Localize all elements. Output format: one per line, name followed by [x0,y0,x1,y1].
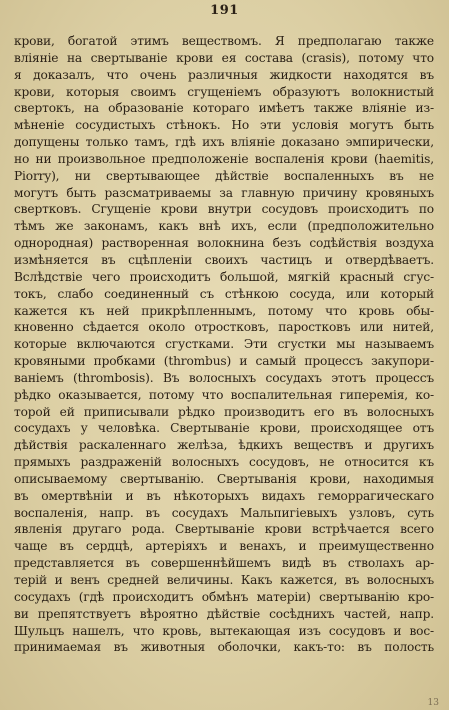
text-line: прямыхъ раздраженій волосныхъ сосудовъ, не относится къ [14,455,434,470]
text-line: свертковъ. Сгущеніе крови внутри сосудовъ происходитъ по [14,202,434,217]
text-line: Piorry), ни свертывающее дѣйствіе воспаленныхъ въ не [14,168,434,183]
page-number: 191 [210,3,239,18]
text-line: ваніемъ (thrombosis). Въ волосныхъ сосудахъ этотъ процессъ [14,370,434,385]
text-line: терій и венъ средней величины. Какъ кажется, въ волосныхъ [14,573,434,587]
text-line: я доказалъ, что очень различныя жидкости находятся въ [14,67,434,82]
text-line: Шульцъ нашелъ, что кровь, вытекающая изъ сосудовъ и вос- [14,623,434,638]
text-line: явленія другаго рода. Свертываніе крови встрѣчается всего [14,522,434,537]
text-line: представляется въ совершеннѣйшемъ видѣ въ стволахъ ар- [14,556,434,571]
text-line: мѣненіе сосудистыхъ стѣнокъ. Но эти условія могутъ быть [14,118,434,133]
text-line: крови, богатой этимъ веществомъ. Я предполагаю также [14,34,434,48]
text-line: кажется къ ней прикрѣпленнымъ, потому что кровь обы- [14,303,434,318]
text-line: описываемому свертыванію. Свертыванія крови, находимыя [14,471,434,486]
text-line: принимаемая въ животныя оболочки, какъ-то: въ полость [14,640,434,655]
text-line: торой ей приписывали рѣдко производитъ его въ волосныхъ [14,404,434,419]
corner-mark: 13 [427,698,439,708]
text-line: воспаленія, напр. въ сосудахъ Мальпигіевыхъ узловъ, суть [14,505,434,520]
text-line: ви препятствуетъ вѣроятно дѣйствіе сосѣднихъ частей, напр. [14,606,434,621]
text-line: которые включаются сгустками. Эти сгустки мы называемъ [14,337,434,352]
text-line: свертокъ, на образованіе котораго имѣетъ также вліяніе из- [14,101,434,116]
text-line: допущены только тамъ, гдѣ ихъ вліяніе доказано эмпирически, [14,135,434,150]
text-line: вліяніе на свертываніе крови ея состава (crasis), потому что [14,50,434,65]
text-line: крови, которыя своимъ сгущеніемъ образуютъ волокнистый [14,84,434,99]
text-line: кровяными пробками (thrombus) и самый процессъ закупори- [14,354,434,369]
text-line: токъ, слабо соединенный съ стѣнкою сосуда, или который [14,286,434,301]
text-line: сосудахъ (гдѣ происходитъ обмѣнъ матеріи) свертыванію кро- [14,589,434,604]
text-line: кновенно сѣдается около отростковъ, паростковъ или нитей, [14,320,434,335]
text-line: рѣдко оказывается, потому что воспалительная гиперемія, ко- [14,387,434,402]
text-line: могутъ быть разсматриваемы за главную причину кровяныхъ [14,185,434,200]
text-line: тѣмъ же законамъ, какъ внѣ ихъ, если (предположительно [14,219,434,234]
text-line: чаще въ сердцѣ, артеріяхъ и венахъ, и преимущественно [14,539,434,554]
text-line: однородная) растворенная волокнина безъ содѣйствія воздуха [14,236,434,251]
text-line: Вслѣдствіе чего происходитъ большой, мягкій красный сгус- [14,269,434,284]
text-line: но ни произвольное предположеніе воспаленія крови (haemitis, [14,151,434,166]
body-text [14,33,434,656]
text-line: въ омертвѣніи и въ нѣкоторыхъ видахъ геморрагическаго [14,488,434,503]
text-line: измѣняется въ сцѣпленіи своихъ частицъ и отвердѣваетъ. [14,252,434,267]
text-line: сосудахъ у человѣка. Свертываніе крови, происходящее отъ [14,421,434,436]
text-line: дѣйствія раскаленнаго желѣза, ѣдкихъ веществъ и другихъ [14,438,434,453]
